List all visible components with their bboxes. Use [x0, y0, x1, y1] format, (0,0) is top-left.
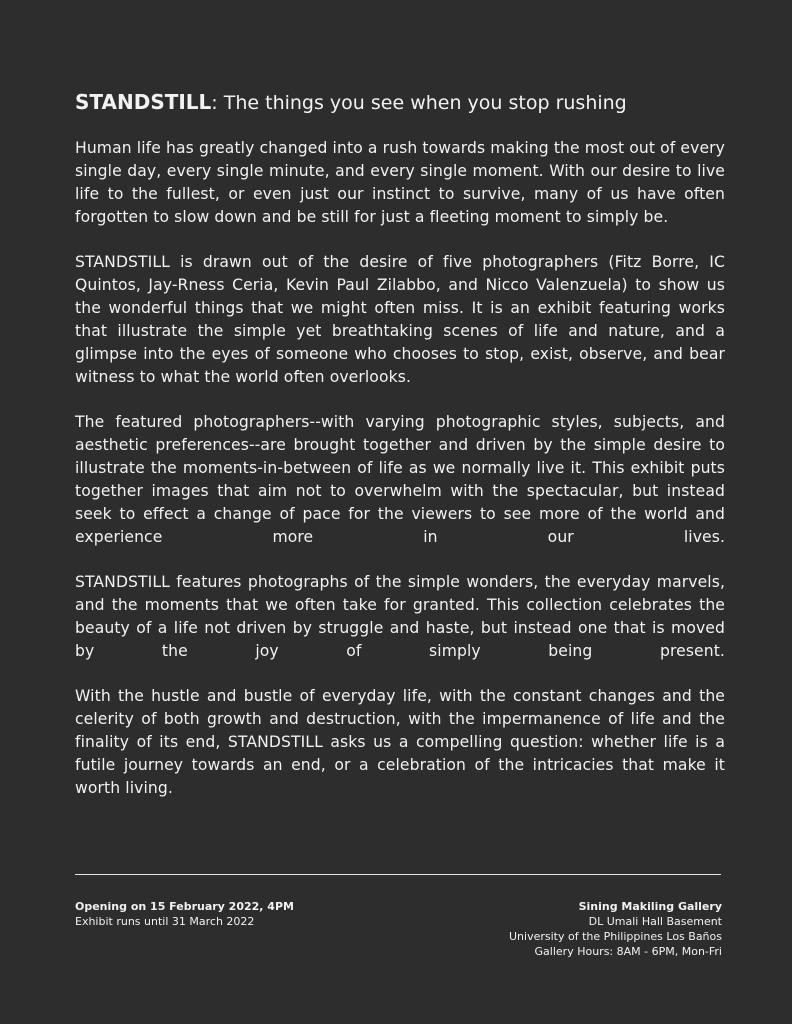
footer-divider [75, 874, 721, 875]
page-title [75, 88, 725, 117]
paragraph-intro: Human life has greatly changed into a rush towards making the most out of every single day, every single minute, and every single moment. With our desire to live life to the fullest, or even just our instinct to survive, many of us have often forgotten to slow down and be still for just a fleeting moment to simply be. [75, 139, 725, 226]
gallery-name: Sining Makiling Gallery [578, 900, 722, 913]
title-brand: STANDSTILL [75, 90, 212, 114]
paragraph-photographers: STANDSTILL is drawn out of the desire of five photographers (Fitz Borre, IC Quintos, Jay-Rness Ceria, Kevin Paul Zilabbo, and Nicco Valenzuela) to show us the wonderful things that we might often miss. It is an exhibit featuring works that illustrate the simple yet breathtaking scenes of life and nature, and a glimpse into the eyes of someone who chooses to stop, exist, observe, and bear witness to what the world often overlooks. [75, 253, 725, 386]
gallery-hours: Gallery Hours: 8AM - 6PM, Mon-Fri [534, 945, 722, 958]
paragraph-question: With the hustle and bustle of everyday life, with the constant changes and the celerity of both growth and destruction, with the impermanence of life and the finality of its end, STANDSTILL asks us a compelling question: whether life is a futile journey towards an end, or a celebration of the intricacies that make it worth living. [75, 687, 725, 797]
exhibit-end-date: Exhibit runs until 31 March 2022 [75, 915, 255, 928]
venue-location-line2: University of the Philippines Los Baños [508, 930, 722, 943]
footer-venue [509, 899, 722, 959]
exhibit-description [75, 88, 725, 822]
paragraph-styles: The featured photographers--with varying photographic styles, subjects, and aesthetic preferences--are brought together and driven by the simple desire to illustrate the moments-in-between of life as we normally live it. This exhibit puts together images that aim not to overwhelm with the spectacular, but instead seek to effect a change of pace for the viewers to see more of the world and experience more in our lives. [75, 413, 725, 546]
venue-location-line1: DL Umali Hall Basement [588, 915, 722, 928]
title-subtitle: : The things you see when you stop rushing [211, 92, 627, 114]
footer-dates [75, 899, 294, 929]
opening-date: Opening on 15 February 2022, 4PM [75, 900, 294, 913]
paragraph-features: STANDSTILL features photographs of the simple wonders, the everyday marvels, and the moments that we often take for granted. This collection celebrates the beauty of a life not driven by struggle and haste, but instead one that is moved by the joy of simply being present. [75, 573, 725, 660]
